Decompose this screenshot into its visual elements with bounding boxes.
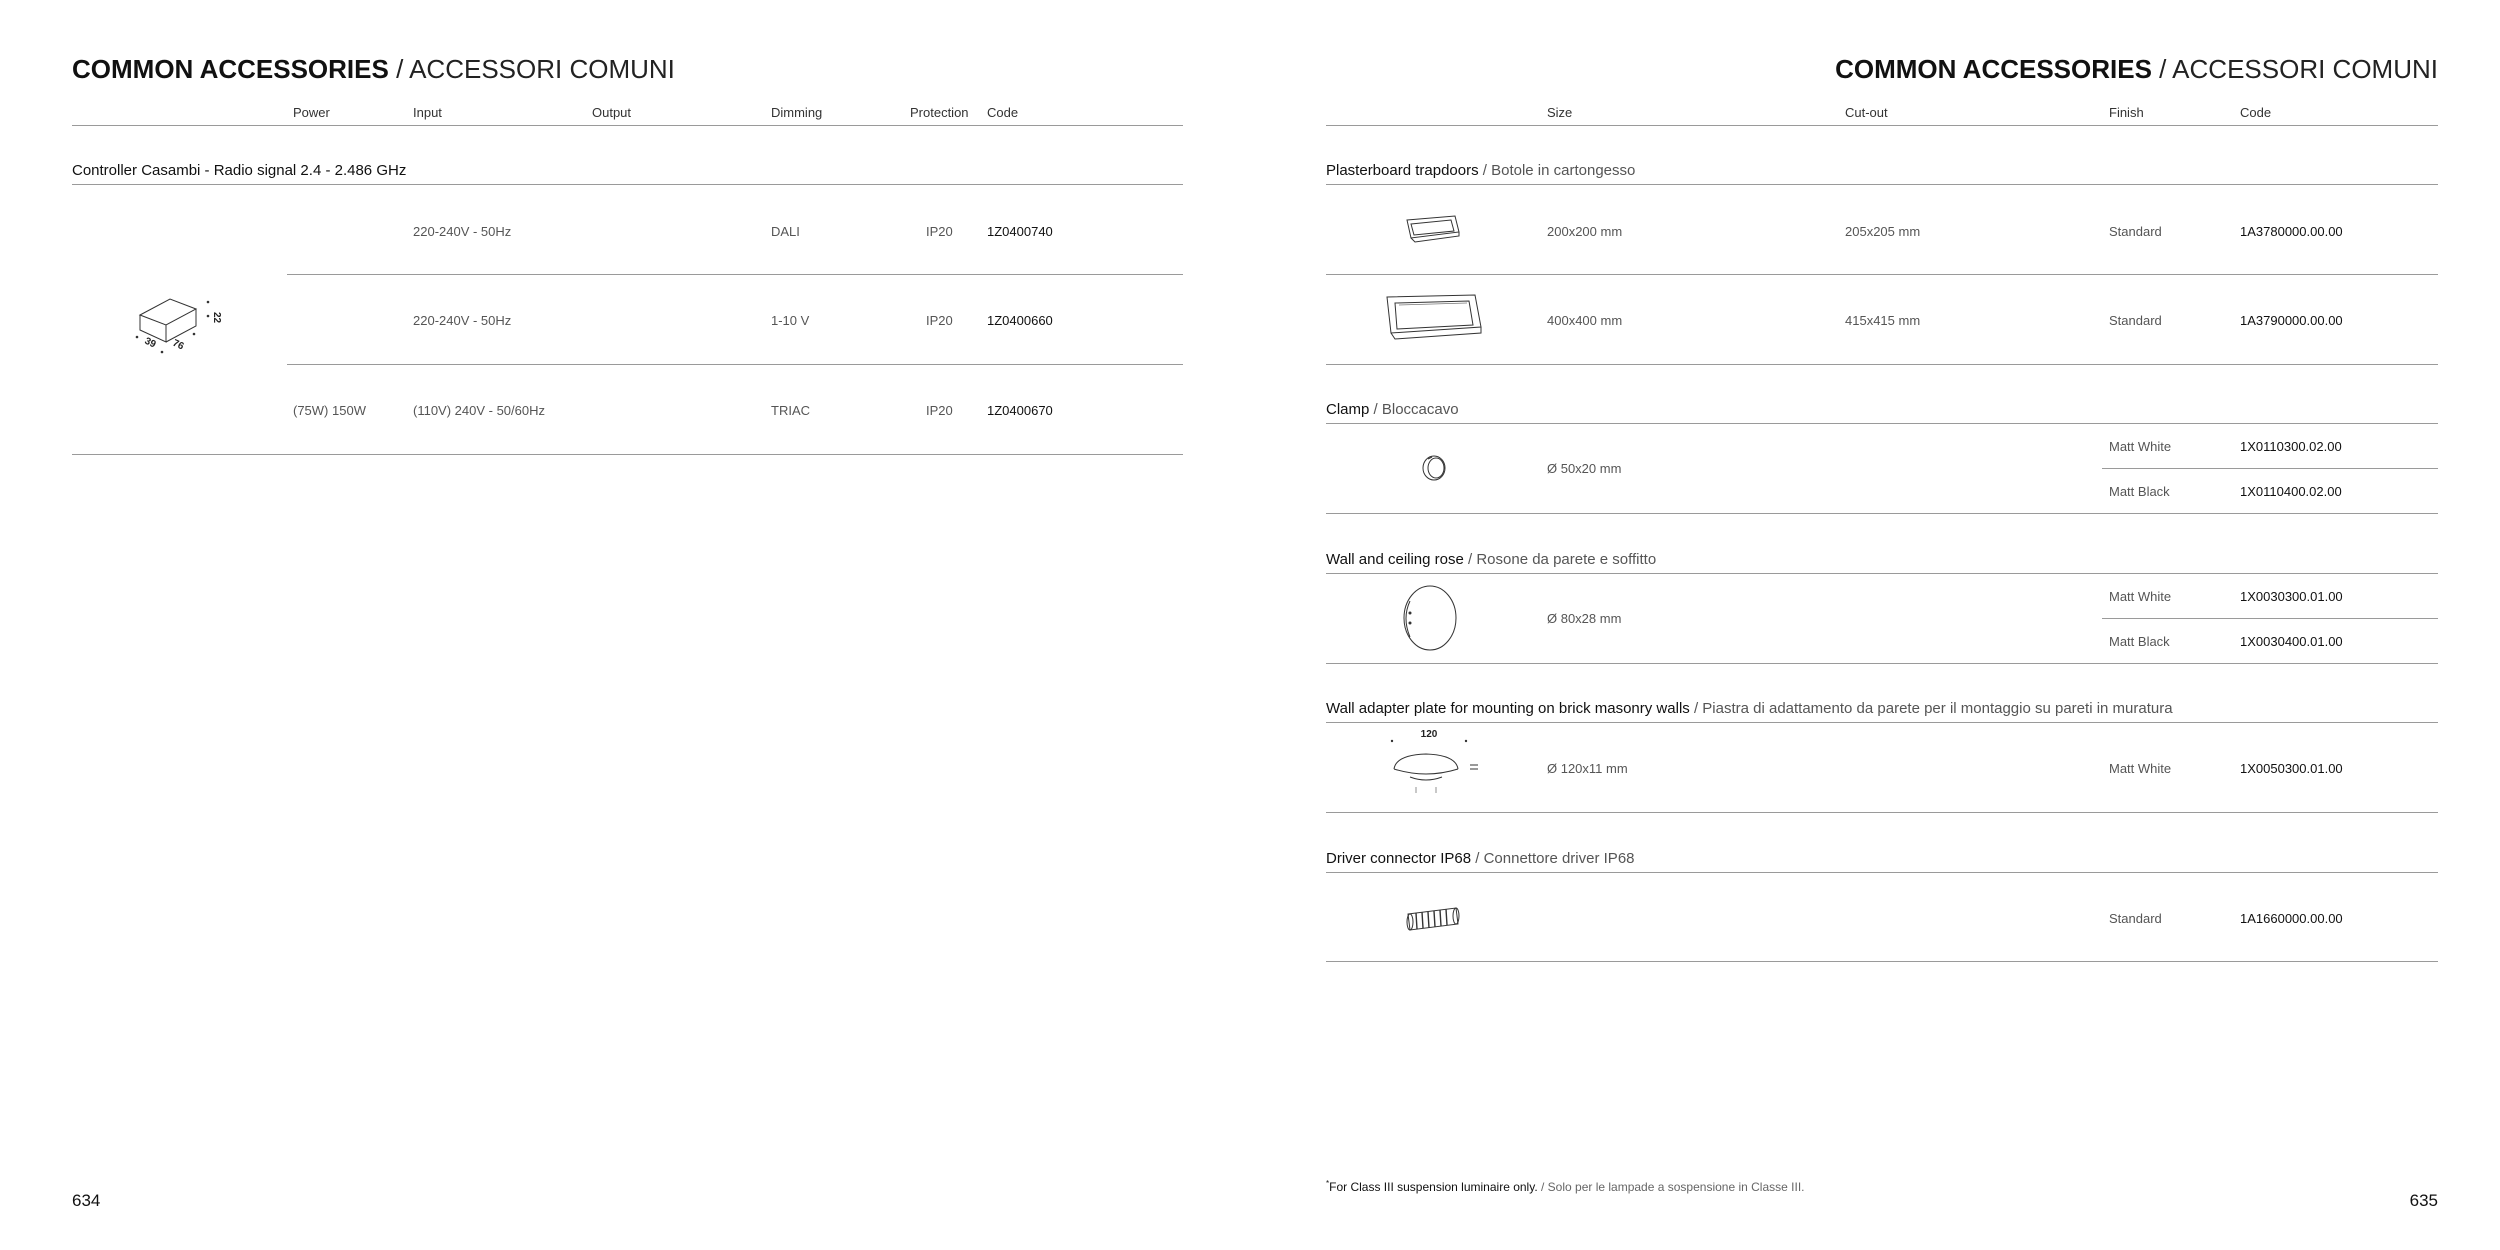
row3-code: 1Z0400670 [987,403,1053,418]
trapdoor-small-drawing [1403,212,1463,244]
header-code: Code [2240,105,2272,120]
trapdoor2-finish: Standard [2109,313,2162,328]
rose-black-finish: Matt Black [2109,634,2170,649]
dim-diameter: 120 [1420,729,1438,740]
trapdoor2-size: 400x400 mm [1547,313,1623,328]
section-end-divider [1326,364,2438,365]
section-clamp-title [1326,401,1459,418]
row-divider [287,364,1183,365]
rose-white-code: 1X0030300.01.00 [2240,589,2343,604]
trapdoor1-cutout: 205x205 mm [1845,224,1921,239]
section-name: Plasterboard trapdoors [1326,162,1479,179]
driver-connector-drawing [1404,902,1462,936]
section-divider [1326,423,2438,424]
title-bold: COMMON ACCESSORIES [1835,54,2152,84]
title-italian: / ACCESSORI COMUNI [396,54,675,84]
section-rose-title [1326,551,1656,568]
header-power: Power [293,105,330,120]
section-divider [1326,573,2438,574]
row3-power: (75W) 150W [293,403,366,418]
title-bold: COMMON ACCESSORIES [72,54,389,84]
section-divider [72,184,1183,185]
section-divider [1326,722,2438,723]
section-name-italian: / Bloccacavo [1373,401,1459,418]
clamp-drawing [1418,452,1450,484]
row1-code: 1Z0400740 [987,224,1053,239]
left-page-title [72,54,675,85]
row3-dimming: TRIAC [771,403,810,418]
row2-code: 1Z0400660 [987,313,1053,328]
header-protection: Protection [910,105,969,120]
clamp-black-finish: Matt Black [2109,484,2170,499]
trapdoor1-finish: Standard [2109,224,2162,239]
controller-drawing [132,285,232,355]
title-italian: / ACCESSORI COMUNI [2159,54,2438,84]
trapdoor-large-drawing [1383,291,1483,347]
footnote [1326,1179,1804,1194]
section-name: Driver connector IP68 [1326,850,1472,867]
page-number-right: 635 [2409,1191,2438,1210]
section-name: Wall and ceiling rose [1326,551,1464,568]
footnote-text: For Class III suspension luminaire only. [1329,1180,1538,1194]
header-dimming: Dimming [771,105,823,120]
row1-dimming: DALI [771,224,800,239]
section-trapdoors-title [1326,162,1635,179]
section-divider [1326,872,2438,873]
section-name-italian: / Botole in cartongesso [1482,162,1636,179]
rose-black-code: 1X0030400.01.00 [2240,634,2343,649]
adapter-finish: Matt White [2109,761,2172,776]
finish-divider [2102,468,2438,469]
table-bottom-divider [72,454,1183,455]
finish-divider [2102,618,2438,619]
section-divider [1326,184,2438,185]
footnote-mark: * [1326,1179,1330,1188]
row2-input: 220-240V - 50Hz [413,313,512,328]
row1-input: 220-240V - 50Hz [413,224,512,239]
adapter-size: Ø 120x11 mm [1547,761,1628,776]
footnote-italian: / Solo per le lampade a sospensione in Classe III. [1541,1180,1805,1194]
row3-protection: IP20 [926,403,953,418]
row2-protection: IP20 [926,313,953,328]
connector-finish: Standard [2109,911,2162,926]
clamp-black-code: 1X0110400.02.00 [2240,484,2342,499]
section-end-divider [1326,961,2438,962]
trapdoor2-cutout: 415x415 mm [1845,313,1921,328]
header-input: Input [413,105,442,120]
row1-protection: IP20 [926,224,953,239]
header-divider [1326,125,2438,126]
header-output: Output [592,105,632,120]
right-page-title [1835,54,2438,85]
row-divider [287,274,1183,275]
section-name-italian: / Connettore driver IP68 [1475,850,1635,867]
header-finish: Finish [2109,105,2144,120]
adapter-code: 1X0050300.01.00 [2240,761,2343,776]
row2-dimming: 1-10 V [771,313,810,328]
section-end-divider [1326,812,2438,813]
clamp-size: Ø 50x20 mm [1547,461,1622,476]
dim-height: 22 [211,312,222,324]
dim-width: 39 [142,335,158,351]
row-divider [1326,274,2438,275]
trapdoor1-size: 200x200 mm [1547,224,1623,239]
clamp-white-finish: Matt White [2109,439,2172,454]
header-code: Code [987,105,1019,120]
rose-size: Ø 80x28 mm [1547,611,1622,626]
trapdoor2-code: 1A3790000.00.00 [2240,313,2343,328]
section-title: Controller Casambi - Radio signal 2.4 - 2.486 GHz [72,162,407,179]
rose-white-finish: Matt White [2109,589,2172,604]
adapter-plate-drawing [1386,725,1482,805]
dim-length: 76 [170,337,186,353]
row3-input: (110V) 240V - 50/60Hz [413,403,545,418]
section-adapter-title [1326,700,2173,717]
connector-code: 1A1660000.00.00 [2240,911,2343,926]
section-name: Clamp [1326,401,1370,418]
section-end-divider [1326,663,2438,664]
clamp-white-code: 1X0110300.02.00 [2240,439,2342,454]
section-name-italian: / Rosone da parete e soffitto [1468,551,1657,568]
header-divider [72,125,1183,126]
section-name: Wall adapter plate for mounting on brick masonry walls [1326,700,1690,717]
header-size: Size [1547,105,1573,120]
trapdoor1-code: 1A3780000.00.00 [2240,224,2343,239]
section-name-italian: / Piastra di adattamento da parete per il montaggio su pareti in muratura [1693,700,2173,717]
page-number-left: 634 [72,1191,101,1210]
header-cutout: Cut-out [1845,105,1888,120]
section-connector-title [1326,850,1635,867]
section-end-divider [1326,513,2438,514]
rose-drawing [1396,583,1462,653]
